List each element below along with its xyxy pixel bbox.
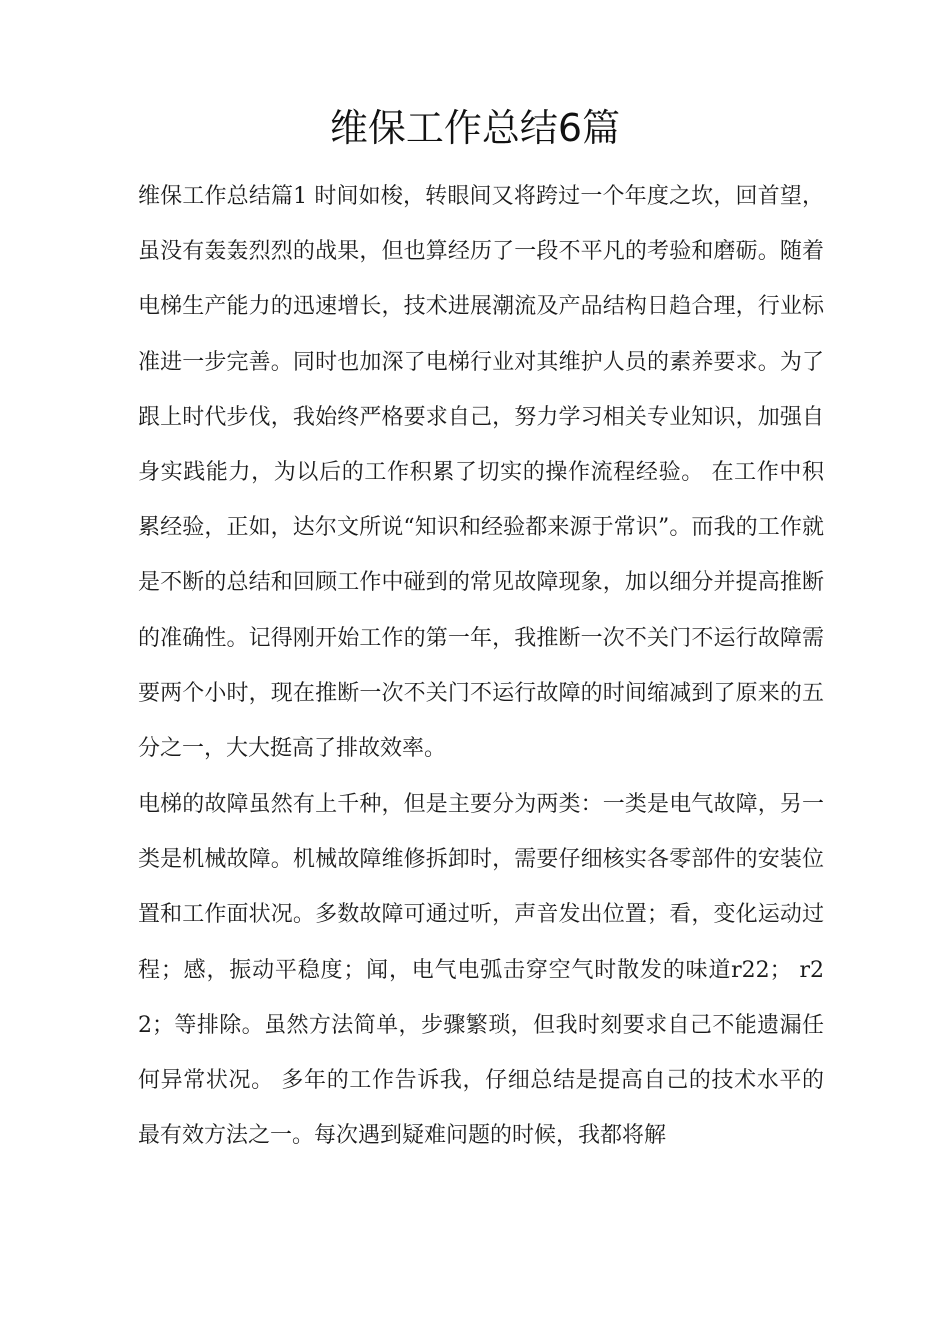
paragraph-1: 维保工作总结篇1 时间如梭，转眼间又将跨过一个年度之坎，回首望，虽没有轰轰烈烈的战果，但也算经历了一段不平凡的考验和磨砺。随着电梯生产能力的迅速增长，技术进展潮流及产品结构日趋合理，行业标准进一步完善。同时也加深了电梯行业对其维护人员的素养要求。为了跟上时代步伐，我始终严格要求自己，努力学习相关专业知识，加强自身实践能力，为以后的工作积累了切实的操作流程经验。 在工作中积累经验，正如，达尔文所说“知识和经验都来源于常识”。而我的工作就是不断的总结和回顾工作中碰到的常见故障现象，加以细分并提高推断的准确性。记得刚开始工作的第一年，我推断一次不关门不运行故障需要两个小时，现在推断一次不关门不运行故障的时间缩减到了原来的五分之一，大大挺高了排故效率。	[138, 184, 824, 762]
document-title: 维保工作总结6篇	[329, 106, 621, 150]
paragraph-2: 电梯的故障虽然有上千种，但是主要分为两类：一类是电气故障，另一类是机械故障。机械故障维修拆卸时，需要仔细核实各零部件的安装位置和工作面状况。多数故障可通过听，声音发出位置；看，变化运动过程；感，振动平稳度；闻，电气电弧击穿空气时散发的味道r22； r22；等排除。虽然方法简单，步骤繁琐，但我时刻要求自己不能遗漏任何异常状况。 多年的工作告诉我，仔细总结是提高自己的技术水平的最有效方法之一。每次遇到疑难问题的时候，我都将解	[138, 792, 824, 1149]
